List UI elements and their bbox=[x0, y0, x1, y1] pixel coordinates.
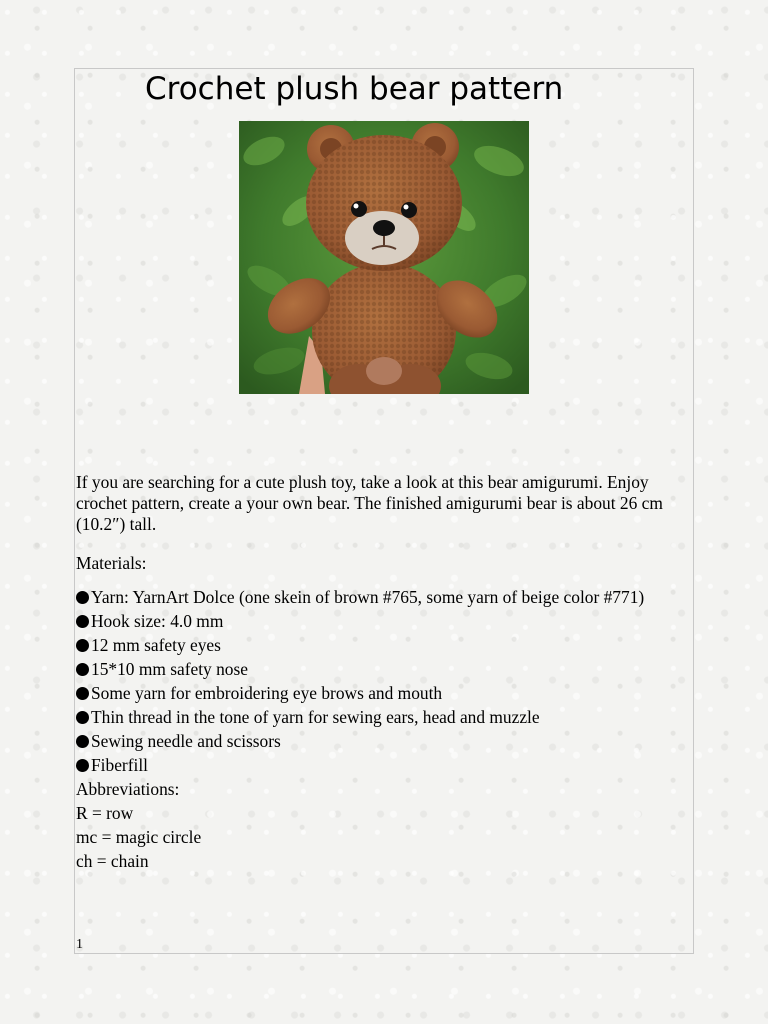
material-text: Sewing needle and scissors bbox=[91, 731, 281, 751]
bullet-icon bbox=[76, 639, 89, 652]
list-item bbox=[76, 609, 676, 633]
bullet-icon bbox=[76, 591, 89, 604]
bullet-icon bbox=[76, 687, 89, 700]
bullet-icon bbox=[76, 711, 89, 724]
list-item bbox=[76, 585, 676, 609]
list-item bbox=[76, 633, 676, 657]
bullet-icon bbox=[76, 759, 89, 772]
bear-photo bbox=[239, 121, 529, 394]
page-title: Crochet plush bear pattern bbox=[145, 71, 564, 107]
page-number: 1 bbox=[76, 937, 83, 952]
bullet-icon bbox=[76, 735, 89, 748]
abbreviation-row: R = row bbox=[76, 803, 134, 823]
material-text: 15*10 mm safety nose bbox=[91, 659, 248, 679]
intro-paragraph: If you are searching for a cute plush toy, take a look at this bear amigurumi. Enjoy crochet pattern, create a your own bear. The finished amigurumi bear is about 26 cm (10.2″) tall. bbox=[76, 472, 663, 534]
material-text: Thin thread in the tone of yarn for sewing ears, head and muzzle bbox=[91, 707, 540, 727]
material-text: 12 mm safety eyes bbox=[91, 635, 221, 655]
abbreviation-magic-circle: mc = magic circle bbox=[76, 827, 202, 847]
abbreviations-heading: Abbreviations: bbox=[76, 779, 180, 799]
bullet-icon bbox=[76, 663, 89, 676]
material-text: Hook size: 4.0 mm bbox=[91, 611, 224, 631]
abbreviation-chain: ch = chain bbox=[76, 851, 149, 871]
list-item bbox=[76, 657, 676, 681]
document-body bbox=[76, 472, 676, 873]
materials-list bbox=[76, 585, 676, 777]
list-item bbox=[76, 705, 676, 729]
bullet-icon bbox=[76, 615, 89, 628]
material-text: Yarn: YarnArt Dolce (one skein of brown #765, some yarn of beige color #771) bbox=[91, 587, 645, 607]
material-text: Fiberfill bbox=[91, 755, 148, 775]
list-item bbox=[76, 753, 676, 777]
list-item bbox=[76, 681, 676, 705]
list-item bbox=[76, 729, 676, 753]
materials-heading: Materials: bbox=[76, 553, 147, 573]
material-text: Some yarn for embroidering eye brows and mouth bbox=[91, 683, 443, 703]
